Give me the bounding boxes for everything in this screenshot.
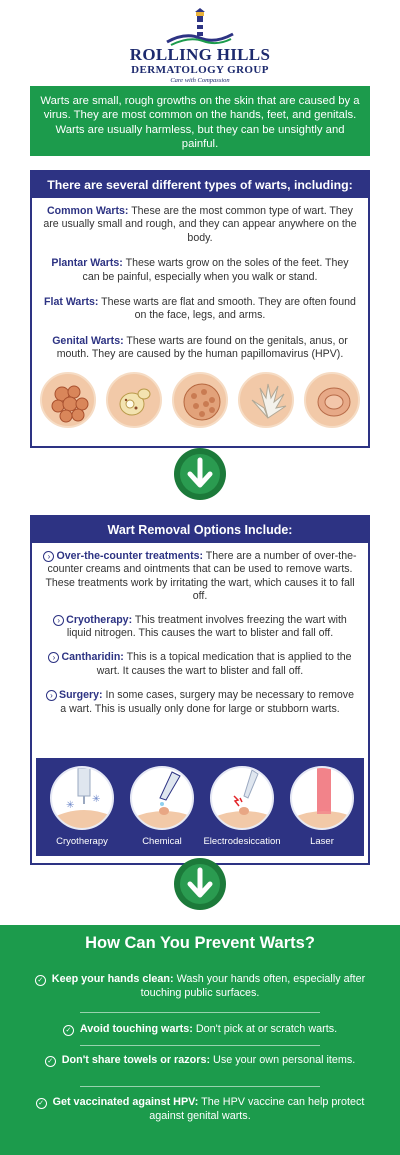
divider xyxy=(80,1012,320,1013)
removal-term: Cryotherapy: xyxy=(66,613,133,626)
prevent-text: Wash your hands often, especially after touching public surfaces. xyxy=(140,973,366,999)
genital-wart-image xyxy=(238,372,294,428)
divider xyxy=(80,1086,320,1087)
logo xyxy=(0,8,400,85)
type-term: Flat Warts: xyxy=(44,296,99,309)
type-term: Common Warts: xyxy=(47,205,129,217)
prevent-term: Keep your hands clean: xyxy=(51,973,174,985)
type-text: These warts are flat and smooth. They are often found on the face, legs, and arms. xyxy=(98,296,356,322)
prevent-term: Avoid touching warts: xyxy=(79,1023,193,1035)
prevent-item-hands xyxy=(30,973,370,1000)
type-item-plantar xyxy=(32,257,368,284)
common-wart-image xyxy=(40,372,96,428)
check-circle-icon: ✓ xyxy=(36,1098,47,1109)
procedure-label-chemical: Chemical xyxy=(142,836,182,847)
laser-illustration xyxy=(290,766,354,830)
chevron-circle-icon: › xyxy=(48,652,59,663)
logo-subtitle: DERMATOLOGY GROUP xyxy=(131,64,269,76)
plantar-wart-image xyxy=(106,372,162,428)
prevention-heading: How Can You Prevent Warts? xyxy=(85,934,315,952)
removal-text: This treatment involves freezing the wart with liquid nitrogen. This causes the wart to blister and fall off. xyxy=(66,613,347,640)
chevron-circle-icon: › xyxy=(53,615,64,626)
chevron-circle-icon: › xyxy=(43,551,54,562)
chevron-circle-icon: › xyxy=(46,690,57,701)
type-item-flat xyxy=(32,296,368,323)
removal-item-cryotherapy xyxy=(32,614,368,641)
removal-item-cantharidin xyxy=(32,651,368,678)
prevent-item-vaccine xyxy=(30,1096,370,1123)
procedure-label-laser: Laser xyxy=(310,836,334,847)
removal-term: Surgery: xyxy=(59,689,103,702)
check-circle-icon: ✓ xyxy=(45,1056,56,1067)
prevent-term: Get vaccinated against HPV: xyxy=(52,1096,199,1108)
type-text: These warts grow on the soles of the feet. They can be painful, especially when you walk or stand. xyxy=(82,257,349,283)
chemical-illustration xyxy=(130,766,194,830)
logo-tagline: Care with Compassion xyxy=(170,77,230,84)
lighthouse-icon xyxy=(165,8,235,46)
svg-text:✳: ✳ xyxy=(92,794,101,805)
procedure-label-cryotherapy: Cryotherapy xyxy=(56,836,108,847)
check-circle-icon: ✓ xyxy=(63,1025,74,1036)
prevent-text: The HPV vaccine can help protect against genital warts. xyxy=(149,1096,365,1122)
flat-wart-image xyxy=(172,372,228,428)
removal-text: In some cases, surgery may be necessary to remove a wart. This is usually only done for large or stubborn warts. xyxy=(60,689,354,715)
removal-term: Over-the-counter treatments: xyxy=(56,550,204,562)
removal-item-otc xyxy=(32,550,368,604)
prevent-item-touching xyxy=(30,1023,370,1037)
type-term: Genital Warts: xyxy=(52,334,124,347)
removal-text: This is a topical medication that is applied to the wart. It causes the wart to blister and fall off. xyxy=(96,651,352,677)
check-circle-icon: ✓ xyxy=(35,975,46,986)
logo-name: ROLLING HILLS xyxy=(129,45,271,64)
wart-illustrations xyxy=(40,372,360,432)
type-item-common xyxy=(32,205,368,245)
procedure-illustrations xyxy=(36,758,364,856)
removal-item-surgery xyxy=(32,689,368,716)
arrow-down-icon xyxy=(174,448,226,500)
wart-types-heading: There are several different types of warts, including: xyxy=(32,172,368,198)
removal-text: There are a number of over-the-counter creams and ointments that can be used to remove warts. These treatments work by irritating the wart, which causes it to fall off. xyxy=(45,550,357,603)
intro-box: Warts are small, rough growths on the skin that are caused by a virus. They are most common on the hands, feet, and genitals. Warts are usually harmless, but they can be unsightly and painful. xyxy=(30,86,370,156)
prevention-section xyxy=(0,925,400,1155)
procedure-label-electrodesiccation: Electrodesiccation xyxy=(203,836,281,847)
arrow-down-icon xyxy=(174,858,226,910)
type-text: These are the most common type of wart. They are usually small and rough, and they can appear anywhere on the body. xyxy=(43,205,357,244)
cryotherapy-illustration xyxy=(50,766,114,830)
prevent-item-towels xyxy=(30,1054,370,1068)
svg-text:✳: ✳ xyxy=(66,800,75,811)
prevent-text: Don't pick at or scratch warts. xyxy=(192,1023,338,1035)
divider xyxy=(80,1045,320,1046)
smooth-wart-image xyxy=(304,372,360,428)
electrodesiccation-illustration xyxy=(210,766,274,830)
prevent-term: Don't share towels or razors: xyxy=(61,1054,211,1066)
type-term: Plantar Warts: xyxy=(51,257,123,270)
prevent-text: Use your own personal items. xyxy=(210,1054,356,1066)
removal-heading: Wart Removal Options Include: xyxy=(32,517,368,543)
type-text: These warts are found on the genitals, anus, or mouth. They are caused by the human papillomavirus (HPV). xyxy=(56,334,348,361)
removal-term: Cantharidin: xyxy=(61,651,124,664)
type-item-genital xyxy=(32,335,368,362)
